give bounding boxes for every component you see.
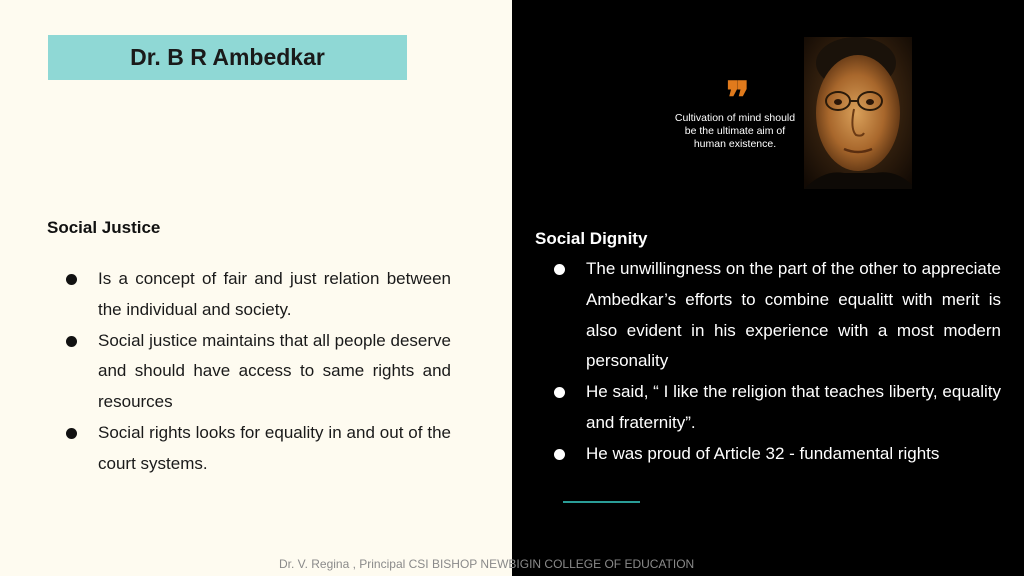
social-justice-heading: Social Justice — [47, 218, 161, 237]
quote-mark-icon: ❞ — [726, 73, 750, 124]
bullet-text: Is a concept of fair and just relation between the individual and society. — [98, 269, 451, 319]
social-dignity-heading: Social Dignity — [535, 229, 648, 248]
portrait-image — [804, 37, 912, 189]
bullet-icon — [554, 449, 565, 460]
bullet-icon — [66, 428, 77, 439]
bullet-text: Social rights looks for equality in and out of the court systems. — [98, 422, 451, 473]
list-item — [535, 377, 1001, 439]
list-item — [47, 264, 451, 326]
bullet-icon — [554, 387, 565, 398]
social-dignity-list — [535, 254, 1001, 470]
bullet-text: Social justice maintains that all people deserve and should have access to same rights and resources — [98, 330, 451, 412]
bullet-text: The unwillingness on the part of the other to appreciate Ambedkar’s efforts to combine equalitt with merit is also evident in his experience with a most modern personality — [586, 259, 1001, 371]
list-item — [535, 254, 1001, 377]
accent-divider — [563, 501, 640, 503]
bullet-icon — [66, 336, 77, 347]
list-item — [47, 326, 451, 418]
footer-credit: Dr. V. Regina , Principal CSI BISHOP NEWBIGIN COLLEGE OF EDUCATION — [279, 557, 695, 571]
bullet-icon — [66, 274, 77, 285]
quote-text: Cultivation of mind should be the ultimate aim of human existence. — [674, 112, 796, 150]
bullet-icon — [554, 264, 565, 275]
slide-title: Dr. B R Ambedkar — [130, 44, 325, 70]
social-justice-list — [47, 264, 451, 480]
bullet-text: He was proud of Article 32 - fundamental rights — [586, 443, 940, 463]
list-item — [47, 418, 451, 480]
quote-image — [672, 37, 912, 189]
title-box — [48, 35, 407, 80]
list-item — [535, 439, 1001, 470]
bullet-text: He said, “ I like the religion that teaches liberty, equality and fraternity”. — [586, 382, 1001, 432]
